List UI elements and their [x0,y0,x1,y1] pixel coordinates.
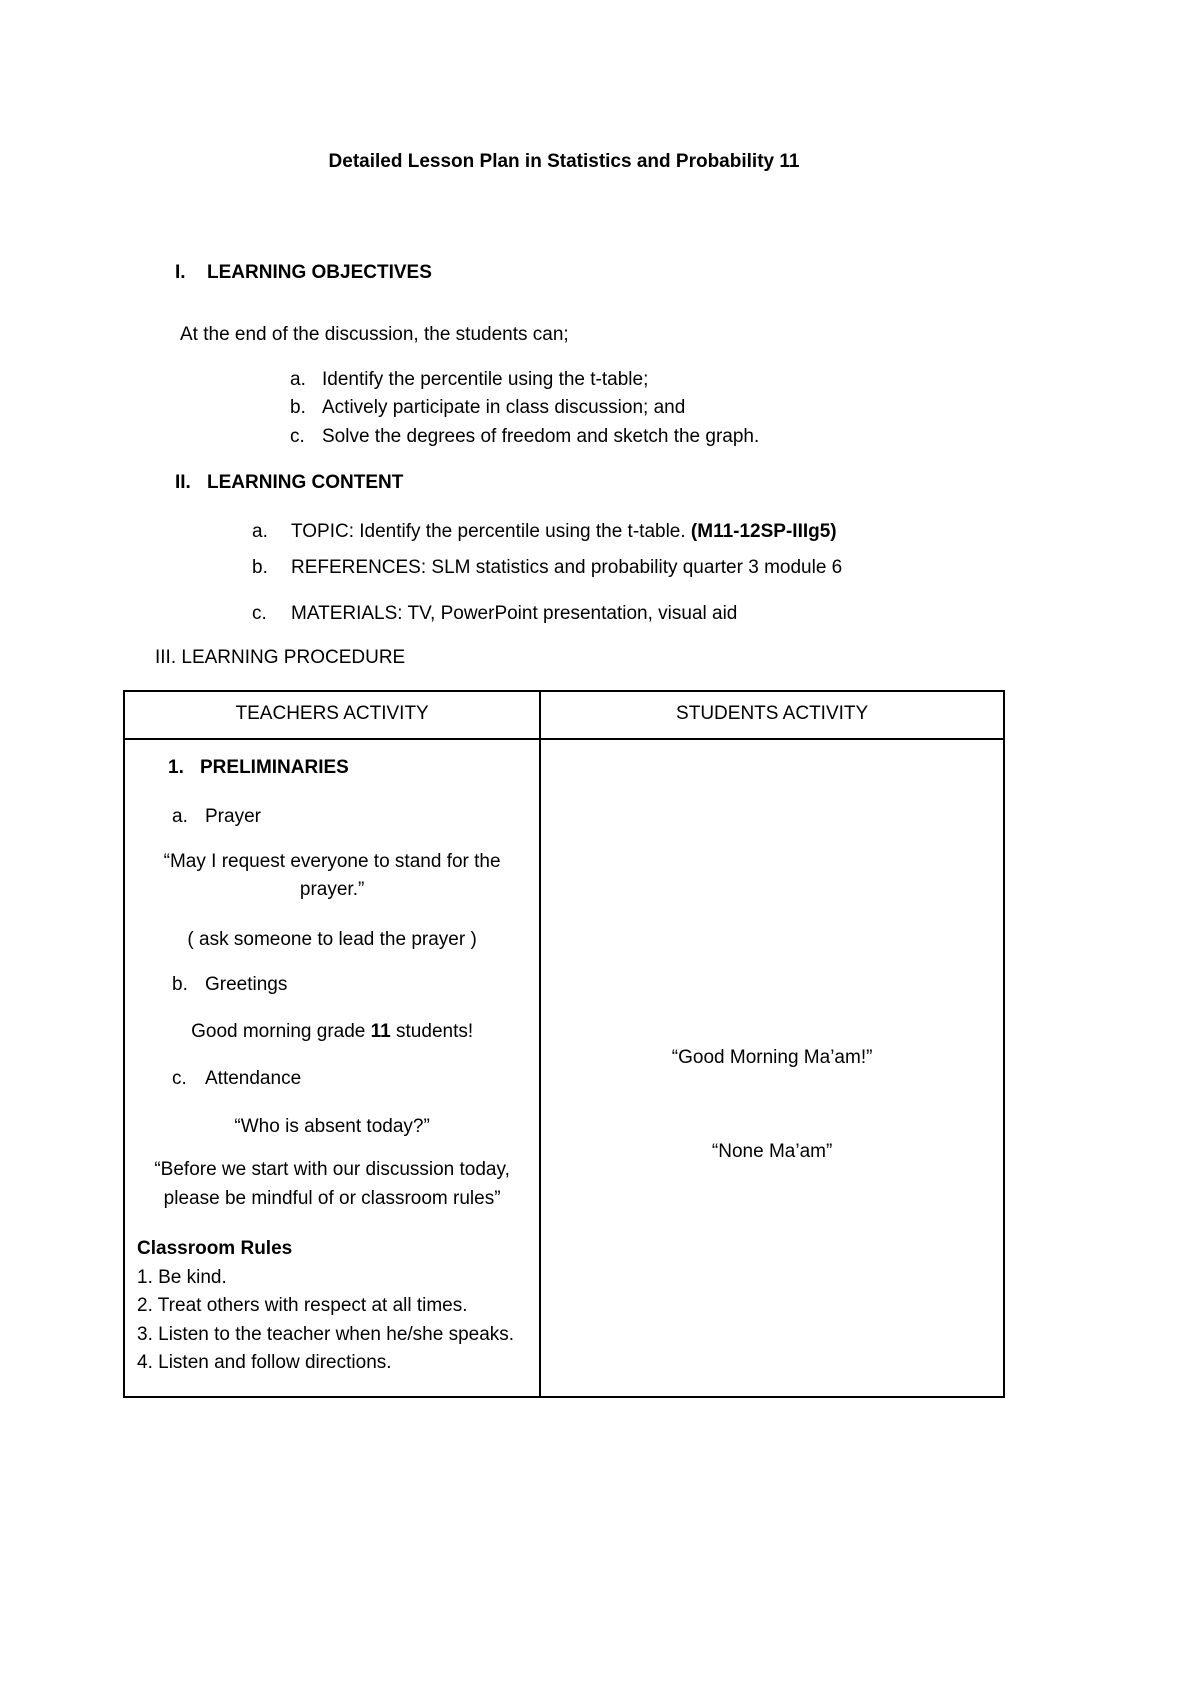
attendance-item [137,1065,527,1094]
prayer-note: ( ask someone to lead the prayer ) [187,928,477,950]
section-heading-objectives [175,259,1005,288]
references-text: REFERENCES: SLM statistics and probability quarter 3 module 6 [291,557,843,578]
classroom-rules-title: Classroom Rules [137,1238,293,1259]
attendance-quote: “Who is absent today?” [234,1115,430,1137]
prayer-label: Prayer [205,806,261,827]
teachers-activity-cell [124,739,540,1397]
table-header-teachers-activity: TEACHERS ACTIVITY [124,691,540,739]
preliminaries-heading [137,754,527,783]
objectives-intro: At the end of the discussion, the students can; [180,324,569,345]
list-marker: a. [252,520,268,542]
content-item-topic [123,518,1005,547]
topic-text: TOPIC: Identify the percentile using the t-table. [291,520,691,542]
objective-text: Identify the percentile using the t-table; [322,368,649,390]
classroom-rule-2: 2. Treat others with respect at all times. [137,1295,468,1316]
objectives-list [123,366,1005,452]
classroom-rules-list [137,1264,527,1378]
list-marker: a. [290,368,306,390]
students-activity-cell [540,739,1004,1397]
greetings-label: Greetings [205,974,288,995]
list-marker: b. [252,557,268,578]
table-body-row [124,739,1004,1397]
table-header-students-activity: STUDENTS ACTIVITY [540,691,1004,739]
greetings-item [137,971,527,1000]
section-number-content: II. [175,472,191,493]
content-item-materials [123,600,1005,629]
greeting-text-pre: Good morning grade [191,1020,371,1042]
objective-text: Solve the degrees of freedom and sketch the graph. [322,425,760,447]
list-marker: c. [290,425,305,447]
prayer-item [137,803,527,832]
table-header-row [124,691,1004,739]
list-marker: a. [172,806,188,827]
prayer-quote: “May I request everyone to stand for the prayer.” [163,850,501,900]
list-marker: b. [290,397,306,418]
classroom-rule-3: 3. Listen to the teacher when he/she speaks. [137,1323,515,1345]
list-marker: 1. [168,756,184,778]
objective-item-a [123,366,1005,395]
content-topic-text [291,518,1005,547]
list-marker: b. [172,974,188,995]
greeting-grade-number: 11 [370,1020,391,1042]
section-number-objectives: I. [175,261,186,283]
objective-item-c [123,423,1005,452]
section-heading-content [175,469,1005,498]
list-marker: c. [172,1068,187,1089]
topic-code: (M11-12SP-IIIg5) [690,520,837,542]
objective-text: Actively participate in class discussion; and [322,397,686,418]
content-item-references [123,554,1005,583]
section-label-content: LEARNING CONTENT [207,472,404,493]
procedure-table [123,690,1005,1398]
classroom-rule-1: 1. Be kind. [137,1266,227,1288]
section-heading-procedure: III. LEARNING PROCEDURE [155,647,406,668]
attendance-label: Attendance [205,1068,302,1089]
greeting-line [137,1018,527,1047]
content-list [123,518,1005,629]
materials-text: MATERIALS: TV, PowerPoint presentation, visual aid [291,602,738,624]
greeting-text-post: students! [390,1020,474,1042]
student-response-greeting: “Good Morning Ma’am!” [671,1046,873,1068]
student-response-attendance: “None Ma’am” [711,1141,833,1162]
classroom-rule-4: 4. Listen and follow directions. [137,1352,392,1373]
objective-item-b [123,394,1005,423]
rules-intro: “Before we start with our discussion today, please be mindful of or classroom rules” [154,1159,510,1209]
preliminaries-label: PRELIMINARIES [200,756,349,778]
list-marker: c. [252,602,267,624]
section-label-objectives: LEARNING OBJECTIVES [207,261,432,283]
document-title: Detailed Lesson Plan in Statistics and Probability 11 [328,151,800,172]
